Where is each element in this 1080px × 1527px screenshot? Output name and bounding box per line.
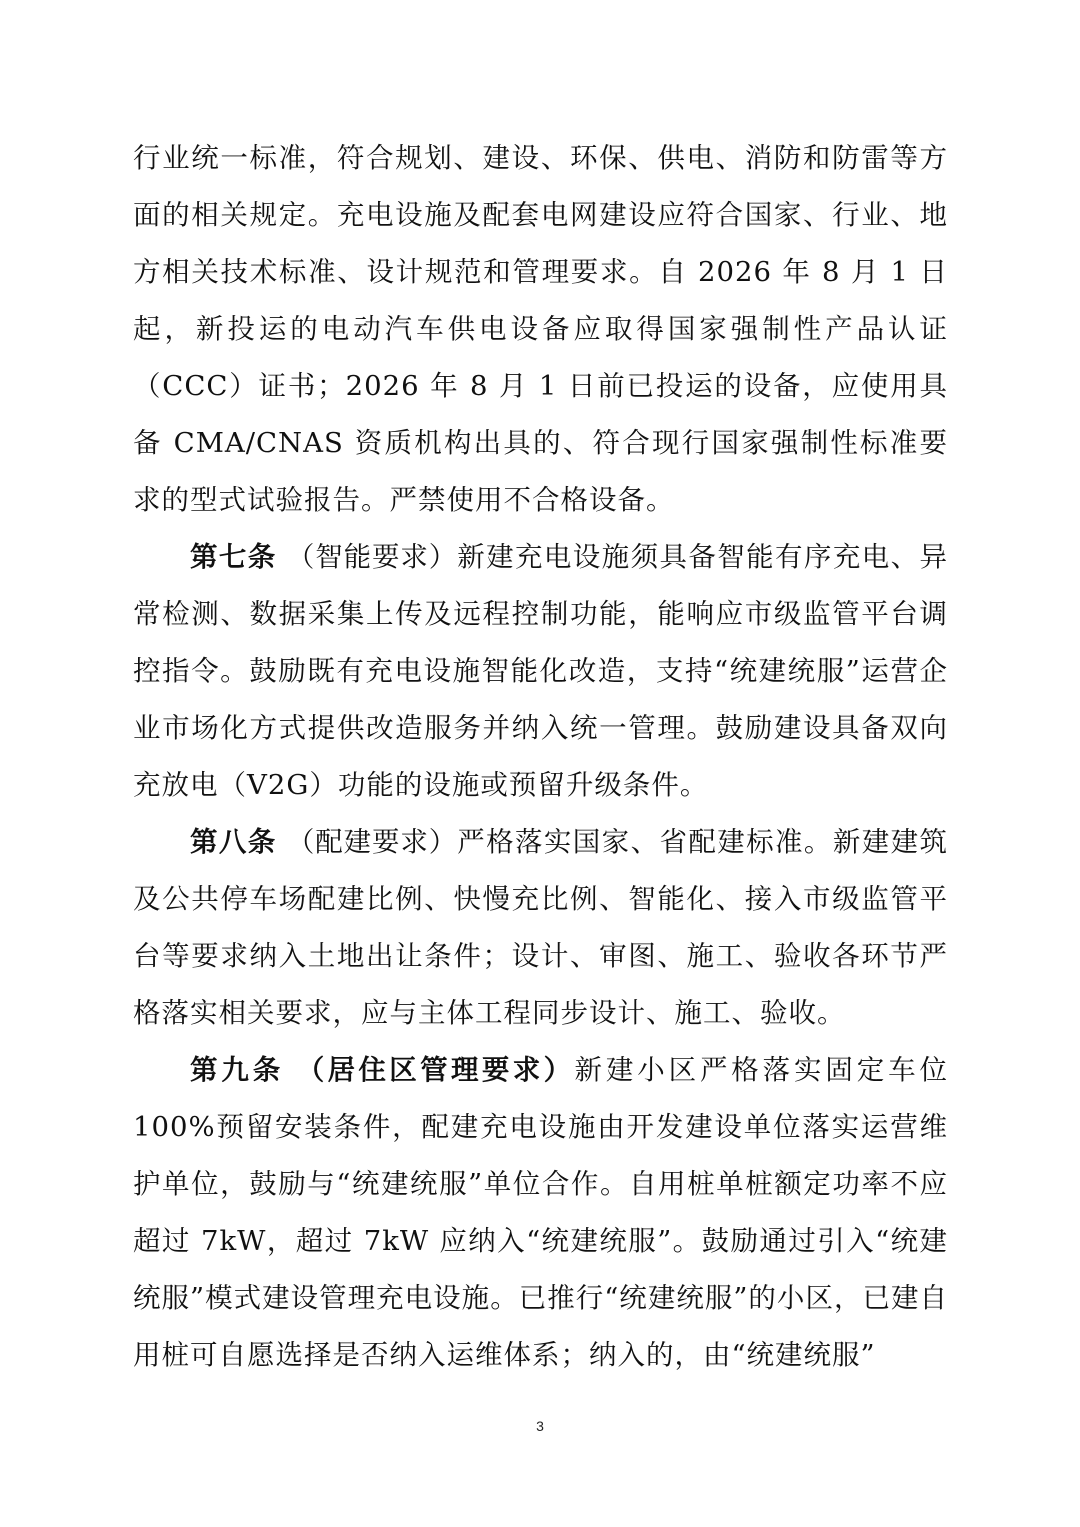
article-number: 第九条 [190, 1054, 285, 1086]
article-number: 第八条 [190, 826, 277, 858]
article-7 [133, 529, 948, 814]
article-number: 第七条 [190, 541, 277, 573]
continued-paragraph: 行业统一标准，符合规划、建设、环保、供电、消防和防雷等方面的相关规定。充电设施及配套电网建设应符合国家、行业、地方相关技术标准、设计规范和管理要求。自 2026 年 8 月 1 日起，新投运的电动汽车供电设备应取得国家强制性产品认证（CCC）证书；2026 年 8 月 1 日前已投运的设备，应使用具备 CMA/CNAS 资质机构出具的、符合现行国家强制性标准要求的型式试验报告。严禁使用不合格设备。 [133, 142, 948, 516]
document-body [133, 130, 948, 1384]
article-title: （居住区管理要求） [296, 1054, 575, 1086]
article-text: 新建小区严格落实固定车位 100%预留安装条件，配建充电设施由开发建设单位落实运营维护单位，鼓励与“统建统服”单位合作。自用桩单桩额定功率不应超过 7kW，超过 7kW 应纳入“统建统服”。鼓励通过引入“统建统服”模式建设管理充电设施。已推行“统建统服”的小区，已建自用桩可自愿选择是否纳入运维体系；纳入的，由“统建统服” [133, 1054, 948, 1371]
article-text: 新建充电设施须具备智能有序充电、异常检测、数据采集上传及远程控制功能，能响应市级监管平台调控指令。鼓励既有充电设施智能化改造，支持“统建统服”运营企业市场化方式提供改造服务并纳入统一管理。鼓励建设具备双向充放电（V2G）功能的设施或预留升级条件。 [133, 541, 949, 801]
article-text: 严格落实国家、省配建标准。新建建筑及公共停车场配建比例、快慢充比例、智能化、接入市级监管平台等要求纳入土地出让条件；设计、审图、施工、验收各环节严格落实相关要求，应与主体工程同步设计、施工、验收。 [133, 826, 949, 1029]
article-8 [133, 814, 948, 1042]
page-number: 3 [536, 1418, 544, 1434]
article-9 [133, 1042, 948, 1384]
article-title: （智能要求） [286, 541, 458, 573]
article-title: （配建要求） [286, 826, 458, 858]
